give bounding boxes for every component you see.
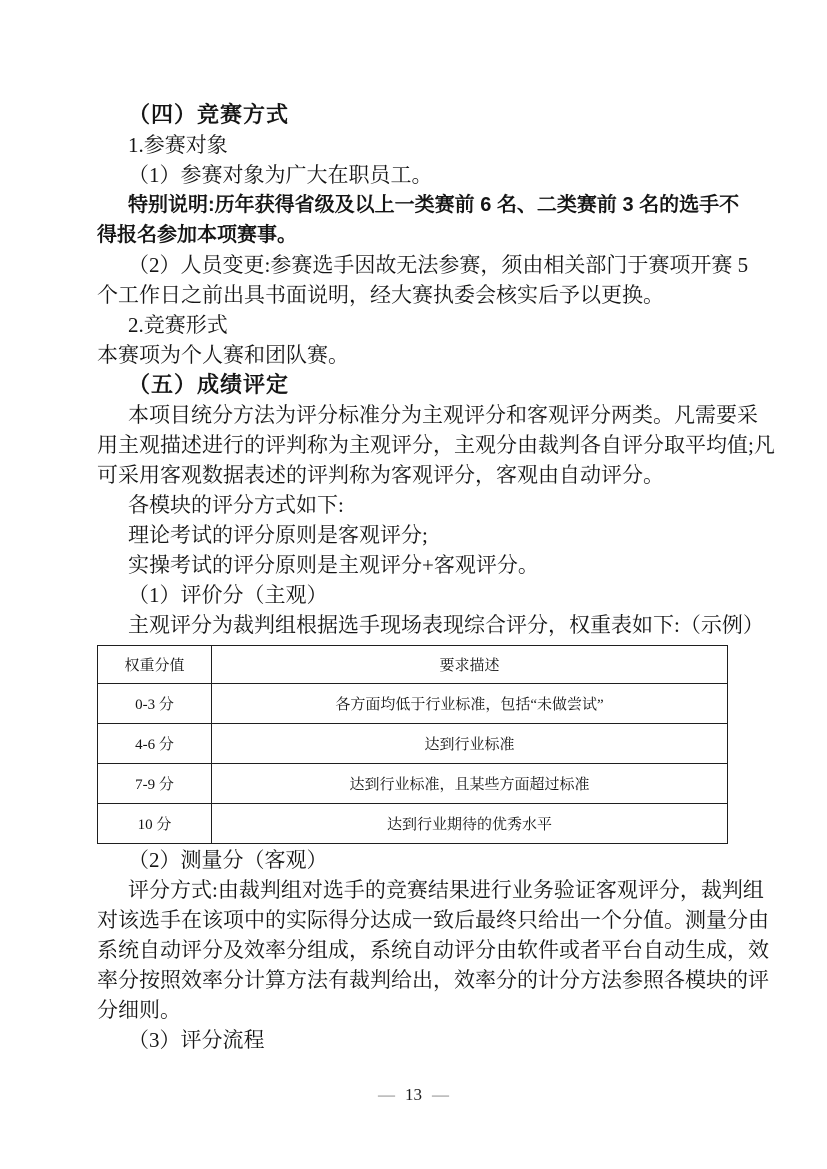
table-header-row bbox=[98, 646, 728, 684]
text-line: 1.参赛对象 bbox=[128, 133, 228, 157]
text-line: 特别说明:历年获得省级及以上一类赛前 6 名、二类赛前 3 名的选手不 bbox=[128, 194, 740, 216]
text-line: 得报名参加本项赛事。 bbox=[97, 224, 297, 246]
score-weight-table bbox=[97, 645, 728, 844]
table-cell-description: 达到行业期待的优秀水平 bbox=[212, 804, 728, 844]
text-line: 本项目统分方法为评分标准分为主观评分和客观评分两类。凡需要采 bbox=[128, 403, 758, 427]
table-cell-score-range: 10 分 bbox=[98, 804, 212, 844]
text-line: （2）测量分（客观） bbox=[128, 848, 328, 872]
text-block-bottom bbox=[97, 845, 769, 1055]
document-content bbox=[97, 100, 775, 1055]
text-line: 分细则。 bbox=[97, 998, 181, 1022]
text-line: 本赛项为个人赛和团队赛。 bbox=[97, 343, 349, 367]
text-line: 主观评分为裁判组根据选手现场表现综合评分，权重表如下:（示例） bbox=[128, 613, 764, 637]
text-line: 系统自动评分及效率分组成，系统自动评分由软件或者平台自动生成，效 bbox=[97, 938, 769, 962]
table-header-cell: 权重分值 bbox=[98, 646, 212, 684]
table-cell-score-range: 7-9 分 bbox=[98, 764, 212, 804]
table-cell-description: 各方面均低于行业标准，包括“未做尝试” bbox=[212, 684, 728, 724]
table-row bbox=[98, 724, 728, 764]
table-row bbox=[98, 684, 728, 724]
text-line: （3）评分流程 bbox=[128, 1028, 265, 1052]
table-head bbox=[98, 646, 728, 684]
text-line: 评分方式:由裁判组对选手的竞赛结果进行业务验证客观评分，裁判组 bbox=[128, 878, 764, 902]
table-row bbox=[98, 764, 728, 804]
text-line: （1）参赛对象为广大在职员工。 bbox=[128, 163, 433, 187]
table-cell-score-range: 0-3 分 bbox=[98, 684, 212, 724]
table-header-cell: 要求描述 bbox=[212, 646, 728, 684]
page-number-dash-left: — bbox=[378, 1085, 395, 1104]
text-line: （1）评价分（主观） bbox=[128, 583, 328, 607]
page-number-dash-right: — bbox=[432, 1085, 449, 1104]
text-line: 实操考试的评分原则是主观评分+客观评分。 bbox=[128, 553, 539, 577]
text-line: 率分按照效率分计算方法有裁判给出，效率分的计分方法参照各模块的评 bbox=[97, 968, 769, 992]
table-cell-description: 达到行业标准，且某些方面超过标准 bbox=[212, 764, 728, 804]
table-cell-score-range: 4-6 分 bbox=[98, 724, 212, 764]
text-line: 对该选手在该项中的实际得分达成一致后最终只给出一个分值。测量分由 bbox=[97, 908, 769, 932]
page-number-value: 13 bbox=[405, 1085, 422, 1104]
text-line: （五）成绩评定 bbox=[128, 372, 290, 397]
text-line: 2.竞赛形式 bbox=[128, 313, 228, 337]
table-row bbox=[98, 804, 728, 844]
text-line: 个工作日之前出具书面说明，经大赛执委会核实后予以更换。 bbox=[97, 283, 664, 307]
text-block-top bbox=[97, 100, 775, 640]
table-body bbox=[98, 684, 728, 844]
text-line: 理论考试的评分原则是客观评分; bbox=[128, 523, 428, 547]
text-line: 可采用客观数据表述的评判称为客观评分，客观由自动评分。 bbox=[97, 463, 664, 487]
text-line: （四）竞赛方式 bbox=[128, 102, 290, 127]
text-line: （2）人员变更:参赛选手因故无法参赛，须由相关部门于赛项开赛 5 bbox=[128, 253, 749, 277]
table-cell-description: 达到行业标准 bbox=[212, 724, 728, 764]
text-line: 各模块的评分方式如下: bbox=[128, 493, 344, 517]
page-number bbox=[0, 1083, 827, 1107]
text-line: 用主观描述进行的评判称为主观评分，主观分由裁判各自评分取平均值;凡 bbox=[97, 433, 775, 457]
